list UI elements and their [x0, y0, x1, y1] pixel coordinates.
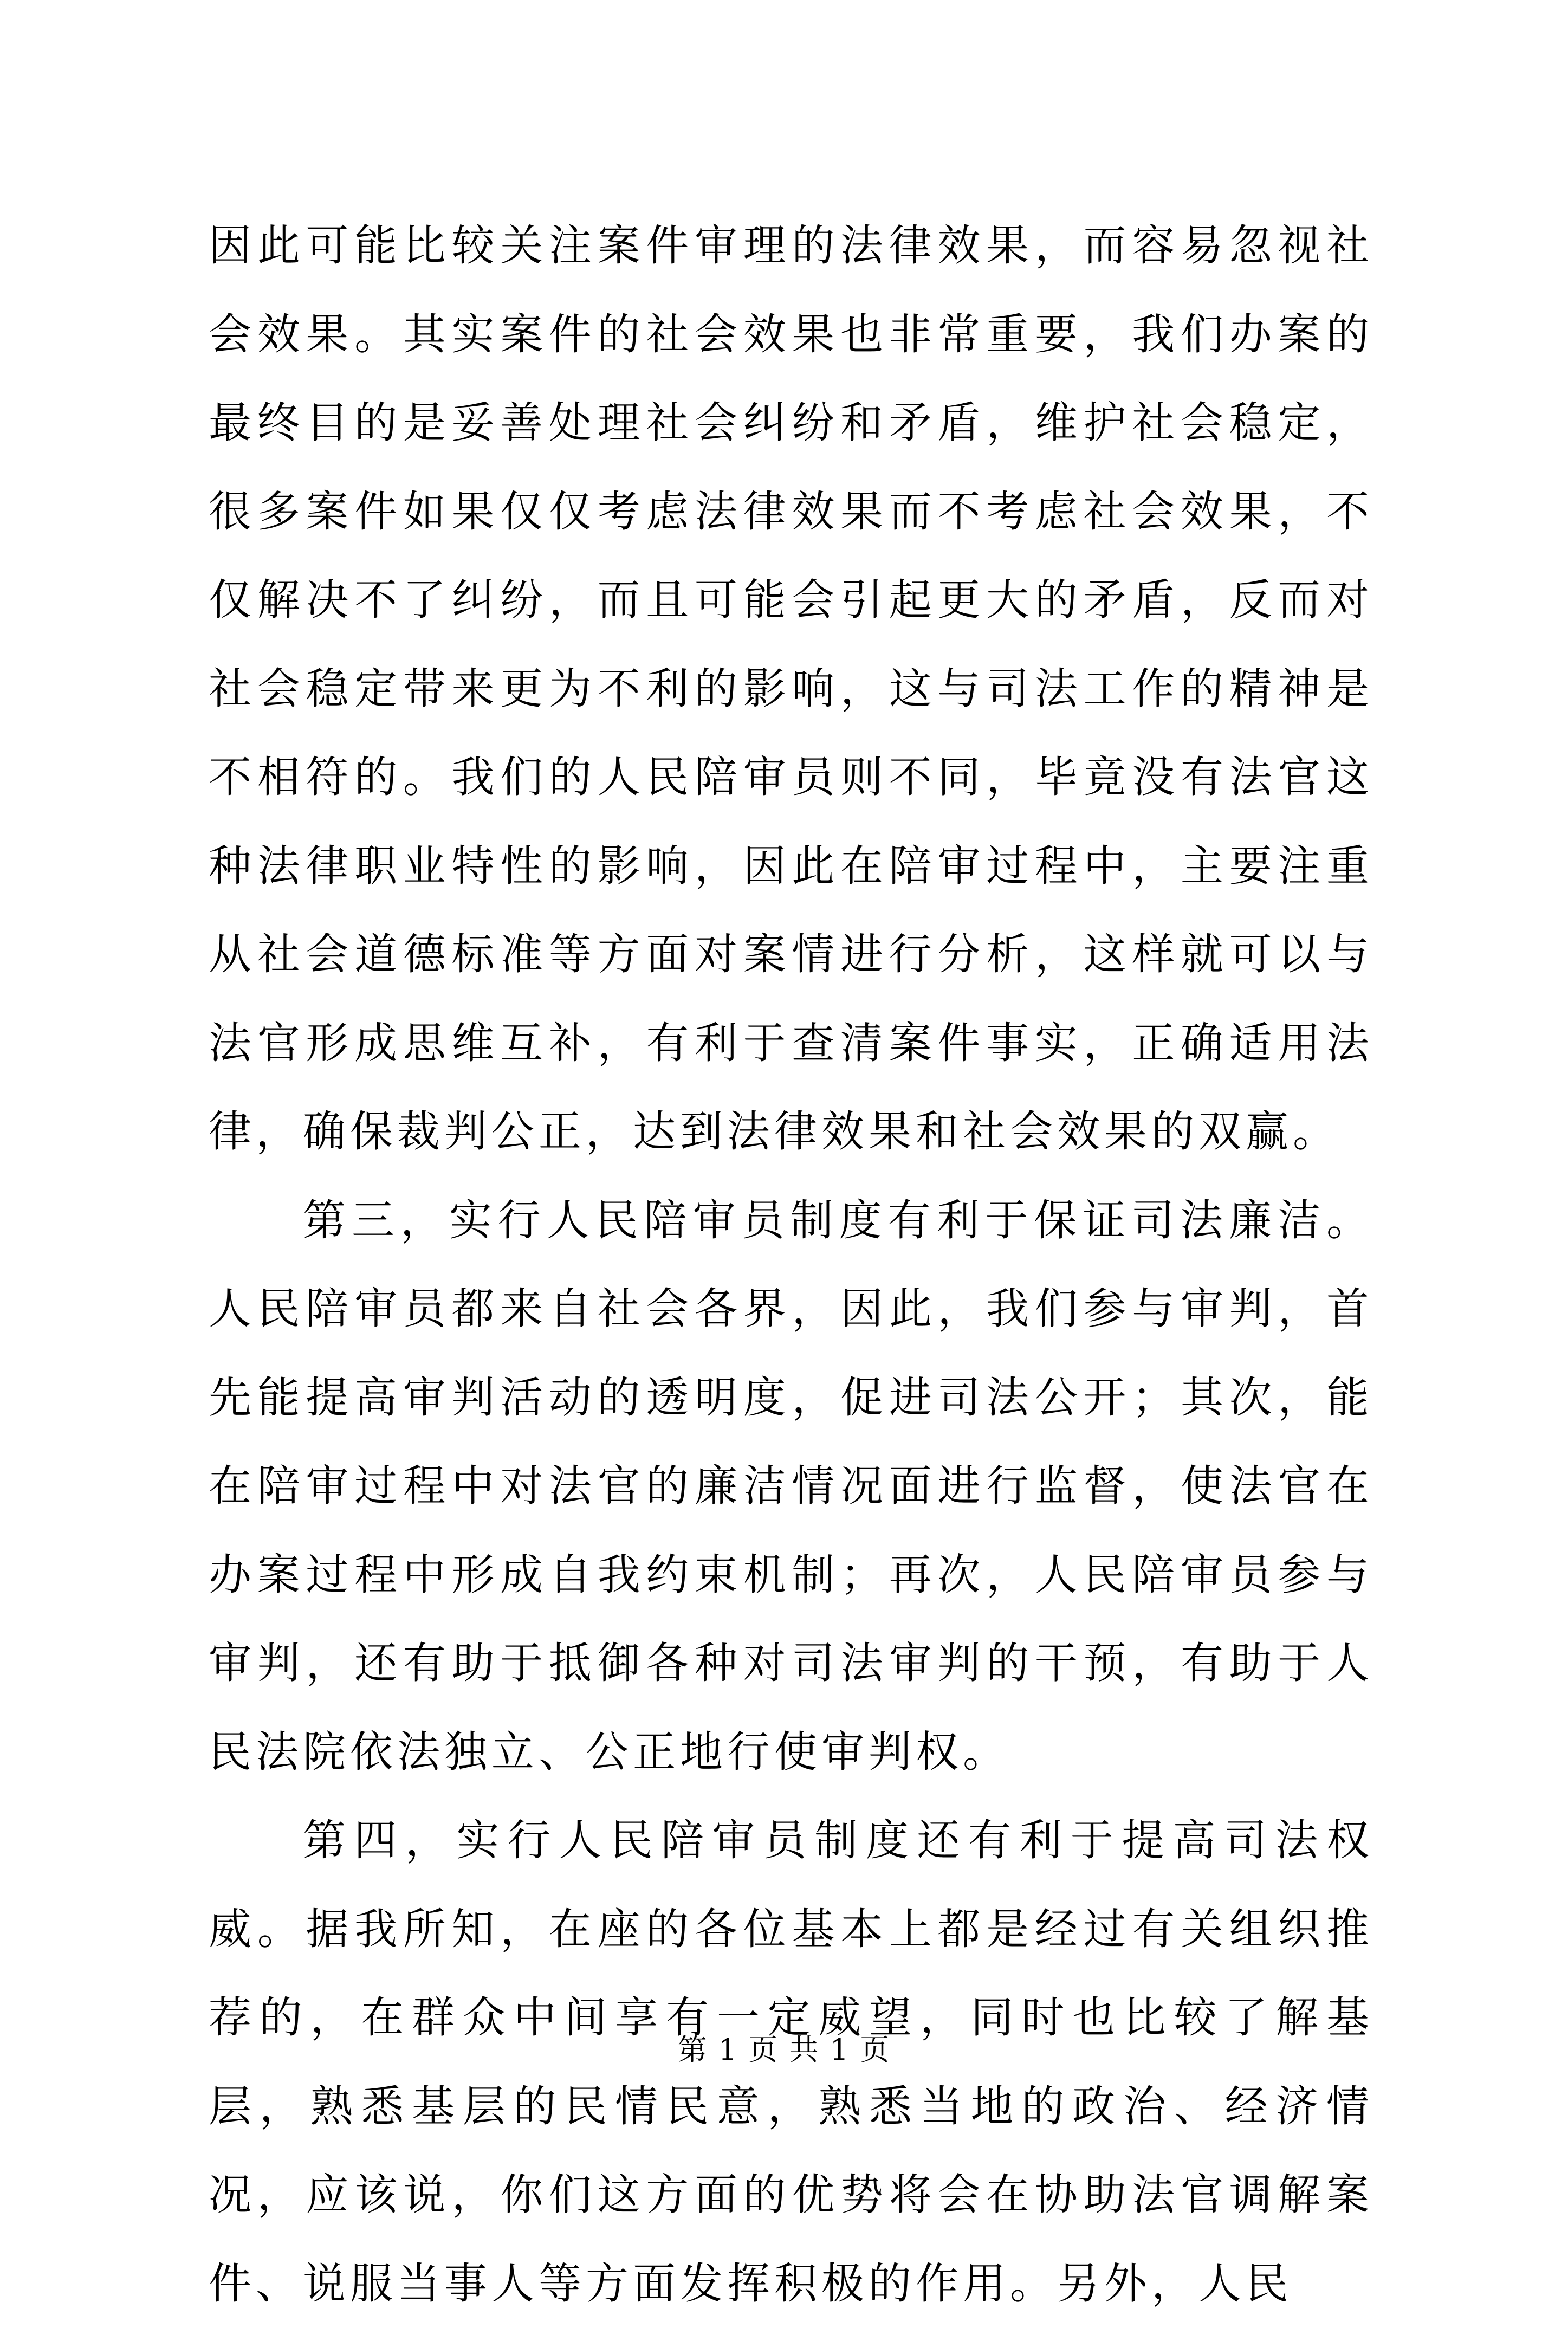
page-footer	[0, 2031, 1568, 2069]
paragraph-third-point: 第三，实行人民陪审员制度有利于保证司法廉洁。人民陪审员都来自社会各界，因此，我们参与审判，首先能提高审判活动的透明度，促进司法公开；其次，能在陪审过程中对法官的廉洁情况面进行监督，使法官在办案过程中形成自我约束机制；再次，人民陪审员参与审判，还有助于抵御各种对司法审判的干预，有助于人民法院依法独立、公正地行使审判权。	[209, 1195, 1373, 1777]
page-number-label: 第 1 页 共 1 页	[677, 2033, 891, 2067]
paragraph-fourth-point: 第四，实行人民陪审员制度还有利于提高司法权威。据我所知，在座的各位基本上都是经过有关组织推荐的，在群众中间享有一定威望，同时也比较了解基层，熟悉基层的民情民意，熟悉当地的政治、经济情况，应该说，你们这方面的优势将会在协助法官调解案件、说服当事人等方面发挥积极的作用。另外，人民	[209, 1815, 1373, 2308]
document-body	[209, 202, 1373, 2328]
paragraph-continuation: 因此可能比较关注案件审理的法律效果，而容易忽视社会效果。其实案件的社会效果也非常重要，我们办案的最终目的是妥善处理社会纠纷和矛盾，维护社会稳定，很多案件如果仅仅考虑法律效果而不考虑社会效果，不仅解决不了纠纷，而且可能会引起更大的矛盾，反而对社会稳定带来更为不利的影响，这与司法工作的精神是不相符的。我们的人民陪审员则不同，毕竟没有法官这种法律职业特性的影响，因此在陪审过程中，主要注重从社会道德标准等方面对案情进行分析，这样就可以与法官形成思维互补，有利于查清案件事实，正确适用法律，确保裁判公正，达到法律效果和社会效果的双赢。	[209, 221, 1373, 1156]
